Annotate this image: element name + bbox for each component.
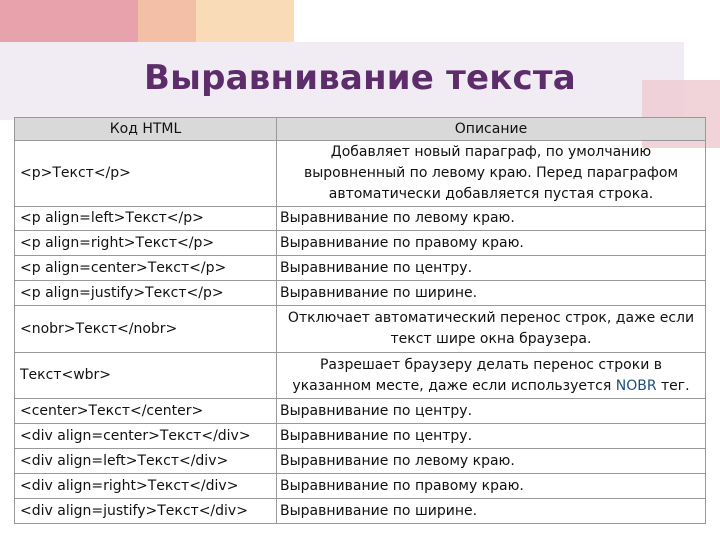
description-cell: Выравнивание по центру. — [277, 424, 706, 449]
decor-block-pink — [0, 0, 138, 42]
description-cell: Выравнивание по центру. — [277, 256, 706, 281]
description-cell: Добавляет новый параграф, по умолчанию выровненный по левому краю. Перед параграфом автоматически добавляется пустая строка. — [277, 141, 706, 207]
table-row — [15, 424, 706, 449]
table-row — [15, 399, 706, 424]
description-cell: Выравнивание по центру. — [277, 399, 706, 424]
table-row — [15, 474, 706, 499]
table-header-row — [15, 118, 706, 141]
table-row — [15, 231, 706, 256]
description-cell — [277, 353, 706, 399]
code-cell: <p align=justify>Текст</p> — [15, 281, 277, 306]
decor-block-peach — [138, 0, 196, 42]
description-text: тег. — [656, 377, 690, 394]
description-cell: Выравнивание по ширине. — [277, 499, 706, 524]
code-cell: <p>Текст</p> — [15, 141, 277, 207]
table-row — [15, 207, 706, 231]
code-cell: <center>Текст</center> — [15, 399, 277, 424]
code-cell: <div align=right>Текст</div> — [15, 474, 277, 499]
nobr-highlight: NOBR — [615, 377, 657, 394]
html-reference-table — [14, 117, 706, 524]
table-row — [15, 449, 706, 474]
slide-title: Выравнивание текста — [144, 58, 576, 98]
description-cell: Отключает автоматический перенос строк, даже если текст шире окна браузера. — [277, 306, 706, 353]
column-header-description: Описание — [277, 118, 706, 141]
description-cell: Выравнивание по правому краю. — [277, 231, 706, 256]
code-cell: <p align=right>Текст</p> — [15, 231, 277, 256]
table-row — [15, 256, 706, 281]
table-row — [15, 141, 706, 207]
description-text: Разрешает браузеру делать перенос строки в указанном месте, даже если используется — [292, 356, 662, 394]
description-cell: Выравнивание по ширине. — [277, 281, 706, 306]
description-cell: Выравнивание по правому краю. — [277, 474, 706, 499]
column-header-code: Код HTML — [15, 118, 277, 141]
code-cell: <div align=center>Текст</div> — [15, 424, 277, 449]
description-cell: Выравнивание по левому краю. — [277, 207, 706, 231]
code-cell: Текст<wbr> — [15, 353, 277, 399]
table-row — [15, 281, 706, 306]
code-cell: <p align=left>Текст</p> — [15, 207, 277, 231]
table-row — [15, 353, 706, 399]
table-row — [15, 306, 706, 353]
description-cell: Выравнивание по левому краю. — [277, 449, 706, 474]
code-cell: <div align=left>Текст</div> — [15, 449, 277, 474]
decor-block-cream — [196, 0, 294, 42]
code-cell: <div align=justify>Текст</div> — [15, 499, 277, 524]
code-cell: <nobr>Текст</nobr> — [15, 306, 277, 353]
table-row — [15, 499, 706, 524]
code-cell: <p align=center>Текст</p> — [15, 256, 277, 281]
